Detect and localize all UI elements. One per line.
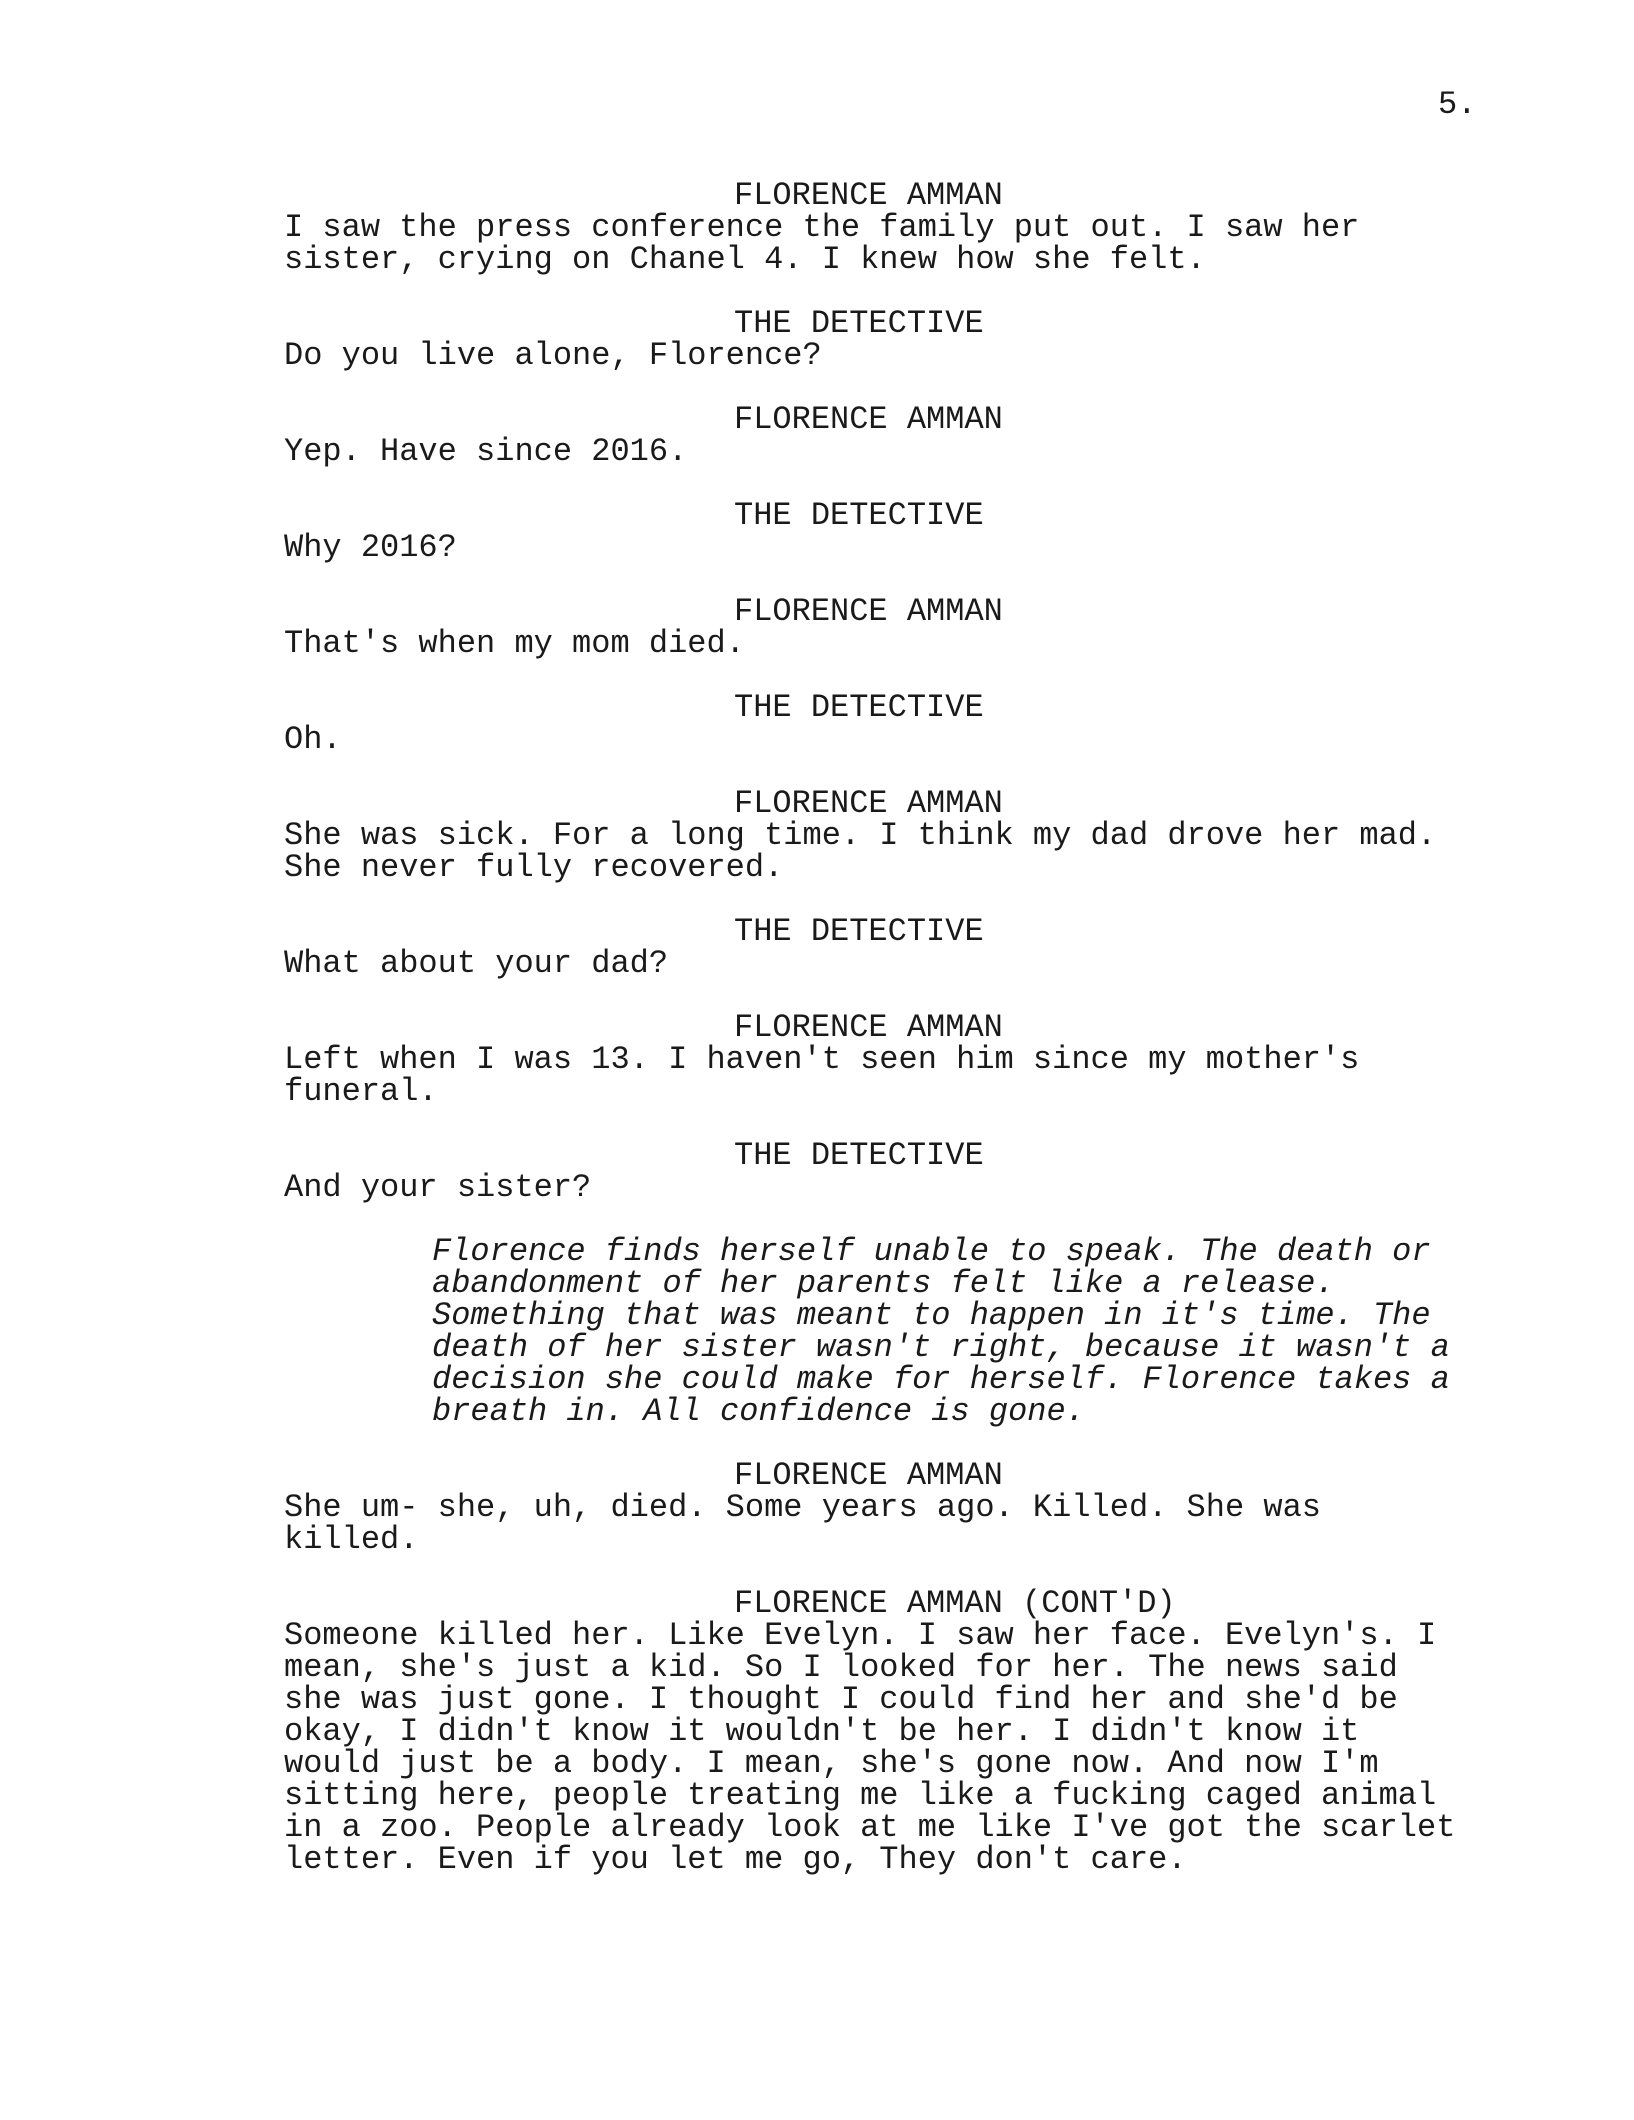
block-spacer bbox=[284, 1428, 1464, 1460]
dialogue-block bbox=[284, 529, 1464, 566]
action-line: breath in. All confidence is gone. bbox=[432, 1393, 1085, 1430]
dialogue-line: And your sister? bbox=[284, 1169, 592, 1206]
dialogue-line: She was sick. For a long time. I think my dad drove her mad. bbox=[284, 817, 1437, 854]
action-line: Something that was meant to happen in it's time. The bbox=[432, 1297, 1431, 1334]
dialogue-line: Yep. Have since 2016. bbox=[284, 433, 688, 470]
character-name: FLORENCE AMMAN bbox=[734, 401, 1003, 438]
character-name: FLORENCE AMMAN bbox=[734, 1009, 1003, 1046]
dialogue-line: Someone killed her. Like Evelyn. I saw her face. Evelyn's. I bbox=[284, 1617, 1437, 1654]
dialogue-line: killed. bbox=[284, 1521, 419, 1558]
block-spacer bbox=[284, 1204, 1464, 1236]
block-spacer bbox=[284, 1556, 1464, 1588]
action-block bbox=[284, 1233, 1464, 1430]
dialogue-block bbox=[284, 433, 1464, 470]
dialogue-block bbox=[284, 337, 1464, 374]
character-name: FLORENCE AMMAN bbox=[734, 785, 1003, 822]
dialogue-line: mean, she's just a kid. So I looked for her. The news said bbox=[284, 1649, 1398, 1686]
dialogue-line: I saw the press conference the family put out. I saw her bbox=[284, 209, 1360, 246]
dialogue-line: She um- she, uh, died. Some years ago. Killed. She was bbox=[284, 1489, 1321, 1526]
screenplay-body bbox=[284, 177, 1464, 1878]
block-spacer bbox=[284, 884, 1464, 916]
dialogue-line: in a zoo. People already look at me like I've got the scarlet bbox=[284, 1809, 1456, 1846]
character-name: FLORENCE AMMAN bbox=[734, 1457, 1003, 1494]
dialogue-block bbox=[284, 1169, 1464, 1206]
dialogue-line: funeral. bbox=[284, 1073, 438, 1110]
character-name: FLORENCE AMMAN bbox=[734, 593, 1003, 630]
dialogue-line: She never fully recovered. bbox=[284, 849, 784, 886]
dialogue-line: Do you live alone, Florence? bbox=[284, 337, 822, 374]
block-spacer bbox=[284, 564, 1464, 596]
block-spacer bbox=[284, 372, 1464, 404]
dialogue-line: Left when I was 13. I haven't seen him since my mother's bbox=[284, 1041, 1360, 1078]
character-name: THE DETECTIVE bbox=[734, 913, 984, 950]
action-line: Florence finds herself unable to speak. The death or bbox=[432, 1233, 1431, 1270]
action-line: decision she could make for herself. Florence takes a bbox=[432, 1361, 1450, 1398]
action-line: death of her sister wasn't right, because it wasn't a bbox=[432, 1329, 1450, 1366]
character-name: THE DETECTIVE bbox=[734, 689, 984, 726]
dialogue-line: letter. Even if you let me go, They don't care. bbox=[284, 1841, 1187, 1878]
dialogue-block bbox=[284, 721, 1464, 758]
character-name: THE DETECTIVE bbox=[734, 305, 984, 342]
dialogue-line: sitting here, people treating me like a fucking caged animal bbox=[284, 1777, 1437, 1814]
dialogue-block bbox=[284, 1617, 1464, 1878]
dialogue-line: Why 2016? bbox=[284, 529, 457, 566]
dialogue-line: she was just gone. I thought I could find her and she'd be bbox=[284, 1681, 1398, 1718]
block-spacer bbox=[284, 1108, 1464, 1140]
character-name: FLORENCE AMMAN (CONT'D) bbox=[734, 1585, 1176, 1622]
block-spacer bbox=[284, 756, 1464, 788]
dialogue-block bbox=[284, 1041, 1464, 1110]
action-line: abandonment of her parents felt like a release. bbox=[432, 1265, 1335, 1302]
block-spacer bbox=[284, 980, 1464, 1012]
block-spacer bbox=[284, 276, 1464, 308]
dialogue-line: Oh. bbox=[284, 721, 342, 758]
dialogue-line: That's when my mom died. bbox=[284, 625, 745, 662]
dialogue-block bbox=[284, 817, 1464, 886]
dialogue-line: What about your dad? bbox=[284, 945, 669, 982]
block-spacer bbox=[284, 468, 1464, 500]
dialogue-line: would just be a body. I mean, she's gone now. And now I'm bbox=[284, 1745, 1379, 1782]
character-name: THE DETECTIVE bbox=[734, 1137, 984, 1174]
dialogue-block bbox=[284, 945, 1464, 982]
dialogue-block bbox=[284, 209, 1464, 278]
character-name: FLORENCE AMMAN bbox=[734, 177, 1003, 214]
dialogue-block bbox=[284, 1489, 1464, 1558]
dialogue-block bbox=[284, 625, 1464, 662]
page-number: 5. bbox=[1438, 86, 1477, 123]
dialogue-line: okay, I didn't know it wouldn't be her. I didn't know it bbox=[284, 1713, 1360, 1750]
dialogue-line: sister, crying on Chanel 4. I knew how she felt. bbox=[284, 241, 1206, 278]
character-name: THE DETECTIVE bbox=[734, 497, 984, 534]
block-spacer bbox=[284, 660, 1464, 692]
